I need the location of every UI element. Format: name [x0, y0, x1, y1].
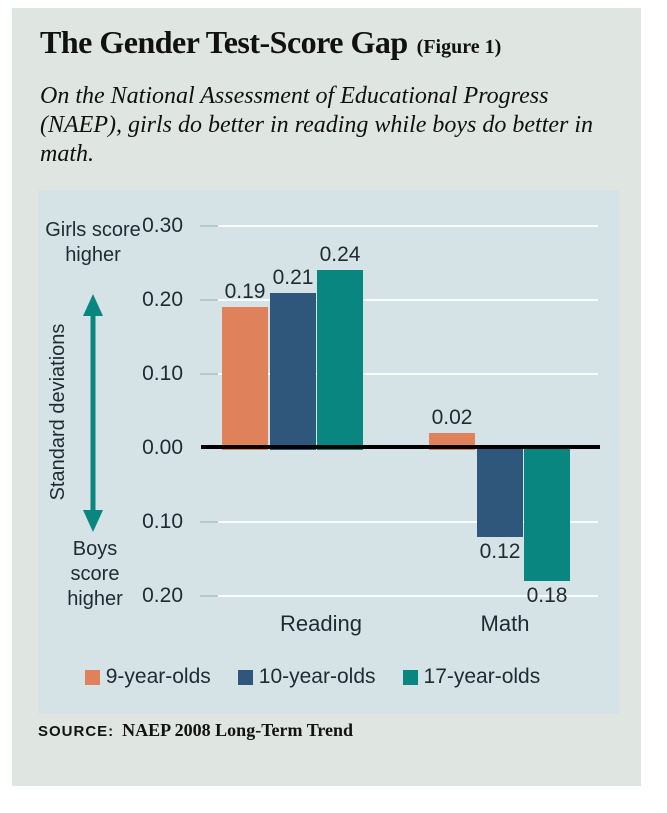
- figure-title-text: The Gender Test-Score Gap: [40, 24, 408, 60]
- bar-chart: [38, 190, 619, 714]
- chart-legend: [38, 664, 619, 690]
- gridline: [200, 225, 598, 227]
- zero-axis-line: [201, 445, 600, 449]
- category-label-reading: Reading: [280, 611, 362, 636]
- y-axis-label: Standard deviations: [47, 323, 69, 501]
- bar-10-year-olds-math: [477, 447, 523, 537]
- annotation-boys-score-higher: Boys score higher: [67, 538, 123, 610]
- bar-17-year-olds-math: [524, 447, 570, 581]
- legend-item-10-year-olds: [238, 665, 376, 689]
- legend-swatch-icon: [238, 670, 253, 685]
- figure-panel: [12, 8, 641, 786]
- y-tick-label: 0.10: [142, 362, 183, 385]
- y-tick-label: 0.30: [142, 214, 183, 237]
- axis-tick-mark: [200, 299, 218, 301]
- bar-value-label: 0.12: [479, 540, 521, 563]
- source-label: SOURCE:: [38, 723, 115, 740]
- axis-tick-mark: [200, 373, 218, 375]
- bar-10-year-olds-reading: [270, 293, 316, 450]
- axis-tick-mark: [200, 225, 218, 227]
- double-arrow-icon: [83, 294, 103, 532]
- figure-title: [40, 24, 501, 61]
- legend-label: 9-year-olds: [105, 665, 211, 688]
- figure-subtitle: On the National Assessment of Educational Progress (NAEP), girls do better in reading while boys do better in math.: [40, 83, 594, 167]
- y-tick-label: 0.10: [142, 510, 183, 533]
- axis-tick-mark: [200, 595, 218, 597]
- category-label-math: Math: [480, 611, 530, 636]
- bar-value-label: 0.19: [224, 280, 266, 303]
- bar-value-label: 0.02: [431, 406, 473, 429]
- source-line: [38, 720, 353, 741]
- axis-tick-mark: [200, 521, 218, 523]
- legend-label: 10-year-olds: [258, 665, 376, 688]
- figure-number-tag: (Figure 1): [416, 36, 502, 58]
- bar-17-year-olds-reading: [317, 270, 363, 450]
- bar-value-label: 0.24: [319, 243, 361, 266]
- bar-value-label: 0.21: [272, 266, 314, 289]
- y-tick-label: 0.20: [142, 288, 183, 311]
- bar-value-label: 0.18: [526, 584, 568, 607]
- legend-item-9-year-olds: [85, 665, 211, 689]
- y-tick-label: 0.20: [142, 584, 183, 607]
- source-text: NAEP 2008 Long-Term Trend: [122, 720, 354, 740]
- legend-item-17-year-olds: [403, 665, 541, 689]
- bar-9-year-olds-reading: [222, 307, 268, 450]
- legend-swatch-icon: [85, 670, 100, 685]
- annotation-girls-score-higher: Girls score higher: [45, 219, 141, 266]
- legend-swatch-icon: [403, 670, 418, 685]
- y-tick-label: 0.00: [142, 436, 183, 459]
- legend-label: 17-year-olds: [423, 665, 541, 688]
